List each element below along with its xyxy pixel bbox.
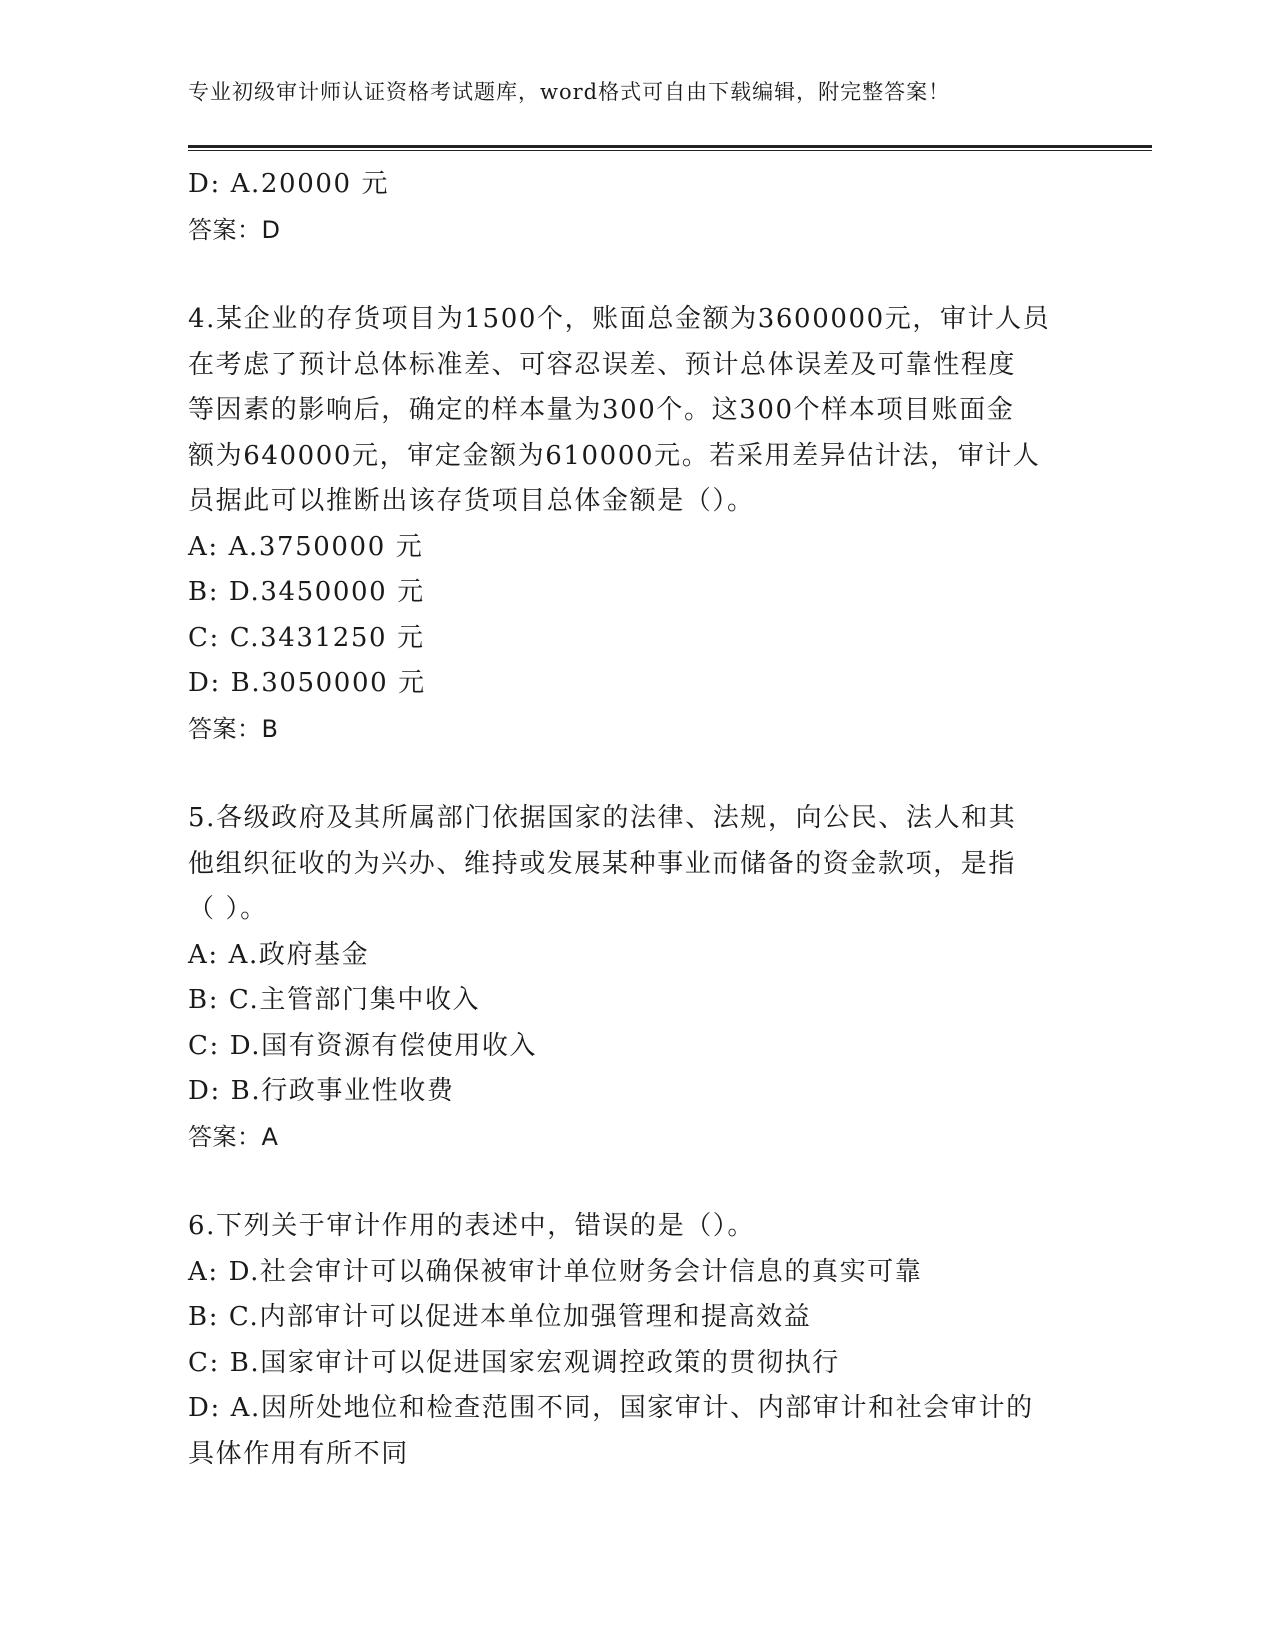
header-rule-thin: [188, 150, 1152, 151]
answer: 答案：A: [188, 1122, 279, 1151]
question-5: [188, 796, 1088, 1160]
question-stem-line: 等因素的影响后，确定的样本量为300个。这300个样本项目账面金: [188, 395, 1015, 425]
option-d-continued: 具体作用有所不同: [188, 1438, 409, 1469]
question-stem-line: 4.某企业的存货项目为1500个，账面总金额为3600000元，审计人员: [188, 304, 1051, 334]
question-stem-line: 额为640000元，审定金额为610000元。若采用差异估计法，审计人: [188, 440, 1041, 471]
option-c: C: D.国有资源有偿使用收入: [188, 1030, 538, 1061]
option-d: D: B.行政事业性收费: [188, 1076, 455, 1106]
question-stem-line: 他组织征收的为兴办、维持或发展某种事业而储备的资金款项，是指: [188, 848, 1017, 879]
option-a: A: A.政府基金: [188, 939, 370, 970]
option-c: C: C.3431250 元: [188, 622, 425, 653]
option-b: B: C.内部审计可以促进本单位加强管理和提高效益: [188, 1302, 812, 1332]
option-a: A: D.社会审计可以确保被审计单位财务会计信息的真实可靠: [188, 1256, 923, 1287]
option-d: D: B.3050000 元: [188, 668, 426, 698]
prev-option-d: D: A.20000 元: [188, 169, 390, 199]
question-stem-line: 6.下列关于审计作用的表述中，错误的是（）。: [188, 1211, 756, 1241]
question-stem-line: 员据此可以推断出该存货项目总体金额是（）。: [188, 486, 755, 516]
question-4: [188, 297, 1088, 752]
option-c: C: B.国家审计可以促进国家宏观调控政策的贯彻执行: [188, 1347, 840, 1378]
document-body: [188, 162, 1088, 1477]
option-d: D: A.因所处地位和检查范围不同，国家审计、内部审计和社会审计的: [188, 1393, 1034, 1423]
question-stem-line: （ ）。: [188, 894, 268, 924]
question-stem-line: 5.各级政府及其所属部门依据国家的法律、法规，向公民、法人和其: [188, 803, 1017, 833]
header-rule-thick: [188, 145, 1152, 148]
option-b: B: C.主管部门集中收入: [188, 985, 481, 1015]
option-b: B: D.3450000 元: [188, 577, 425, 607]
question-stem-line: 在考虑了预计总体标准差、可容忍误差、预计总体误差及可靠性程度: [188, 349, 1017, 380]
prev-answer: 答案：D: [188, 215, 281, 244]
page-header: 专业初级审计师认证资格考试题库，word格式可自由下载编辑，附完整答案！: [188, 80, 951, 104]
answer: 答案：B: [188, 714, 279, 743]
option-a: A: A.3750000 元: [188, 531, 424, 562]
question-6: [188, 1204, 1088, 1477]
